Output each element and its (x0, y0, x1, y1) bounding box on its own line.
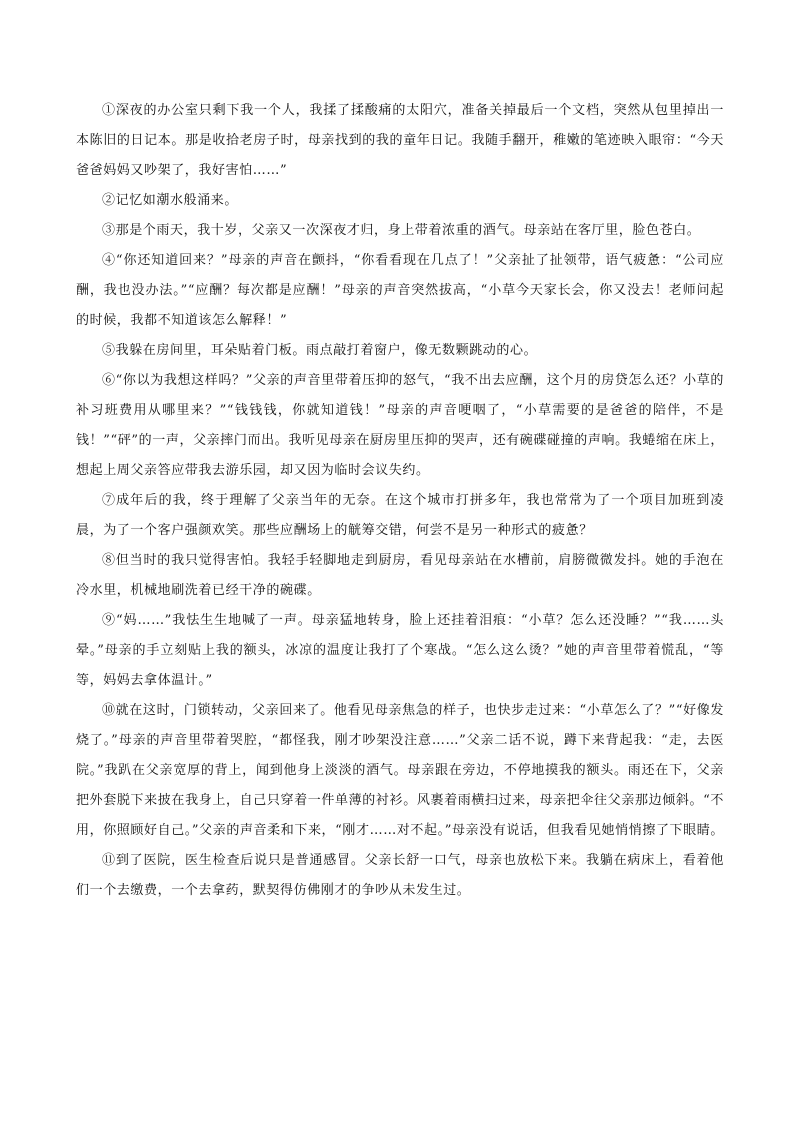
paragraph-11: ⑪到了医院，医生检查后说只是普通感冒。父亲长舒一口气，母亲也放松下来。我躺在病床上，看着他们一个去缴费，一个去拿药，默契得仿佛刚才的争吵从未发生过。 (76, 853, 724, 898)
paragraph-7: ⑦成年后的我，终于理解了父亲当年的无奈。在这个城市打拼多年，我也常常为了一个项目加班到凌晨，为了一个客户强颜欢笑。那些应酬场上的觥筹交错，何尝不是另一种形式的疲惫？ (76, 493, 724, 538)
paragraph-2: ②记忆如潮水般涌来。 (102, 193, 239, 208)
paragraph-5: ⑤我躲在房间里，耳朵贴着门板。雨点敲打着窗户，像无数颗跳动的心。 (102, 343, 538, 358)
paragraph-6: ⑥“你以为我想这样吗？”父亲的声音里带着压抑的怒气，“我不出去应酬，这个月的房贷怎么还？小草的补习班费用从哪里来？”“钱钱钱，你就知道钱！”母亲的声音哽咽了，“小草需要的是爸爸的陪伴，不是钱！”“砰”的一声，父亲摔门而出。我听见母亲在厨房里压抑的哭声，还有碗碟碰撞的声响。我蜷缩在床上，想起上周父亲答应带我去游乐园，却又因为临时会议失约。 (76, 373, 724, 478)
paragraph-9: ⑨“妈……”我怯生生地喊了一声。母亲猛地转身，脸上还挂着泪痕：“小草？怎么还没睡？”“我……头晕。”母亲的手立刻贴上我的额头，冰凉的温度让我打了个寒战。“怎么这么烫？”她的声音里带着慌乱，“等等，妈妈去拿体温计。” (76, 613, 724, 688)
document-body (76, 96, 724, 906)
paragraph-10: ⑩就在这时，门锁转动，父亲回来了。他看见母亲焦急的样子，也快步走过来：“小草怎么了？”“好像发烧了。”母亲的声音里带着哭腔，“都怪我，刚才吵架没注意……”父亲二话不说，蹲下来背起我：“走，去医院。”我趴在父亲宽厚的背上，闻到他身上淡淡的酒气。母亲跟在旁边，不停地摸我的额头。雨还在下，父亲把外套脱下来披在我身上，自己只穿着一件单薄的衬衫。风裹着雨横扫过来，母亲把伞往父亲那边倾斜。“不用，你照顾好自己。”父亲的声音柔和下来，“刚才……对不起。”母亲没有说话，但我看见她悄悄擦了下眼睛。 (76, 703, 724, 838)
paragraph-4: ④“你还知道回来？”母亲的声音在颤抖，“你看看现在几点了！”父亲扯了扯领带，语气疲惫：“公司应酬，我也没办法。”“应酬？每次都是应酬！”母亲的声音突然拔高，“小草今天家长会，你又没去！老师问起的时候，我都不知道该怎么解释！” (76, 253, 724, 328)
paragraph-1: ①深夜的办公室只剩下我一个人，我揉了揉酸痛的太阳穴，准备关掉最后一个文档，突然从包里掉出一本陈旧的日记本。那是收拾老房子时，母亲找到的我的童年日记。我随手翻开，稚嫩的笔迹映入眼帘：“今天爸爸妈妈又吵架了，我好害怕……” (76, 103, 724, 178)
paragraph-3: ③那是个雨天，我十岁，父亲又一次深夜才归，身上带着浓重的酒气。母亲站在客厅里，脸色苍白。 (102, 223, 701, 238)
paragraph-8: ⑧但当时的我只觉得害怕。我轻手轻脚地走到厨房，看见母亲站在水槽前，肩膀微微发抖。她的手泡在冷水里，机械地刷洗着已经干净的碗碟。 (76, 553, 724, 598)
